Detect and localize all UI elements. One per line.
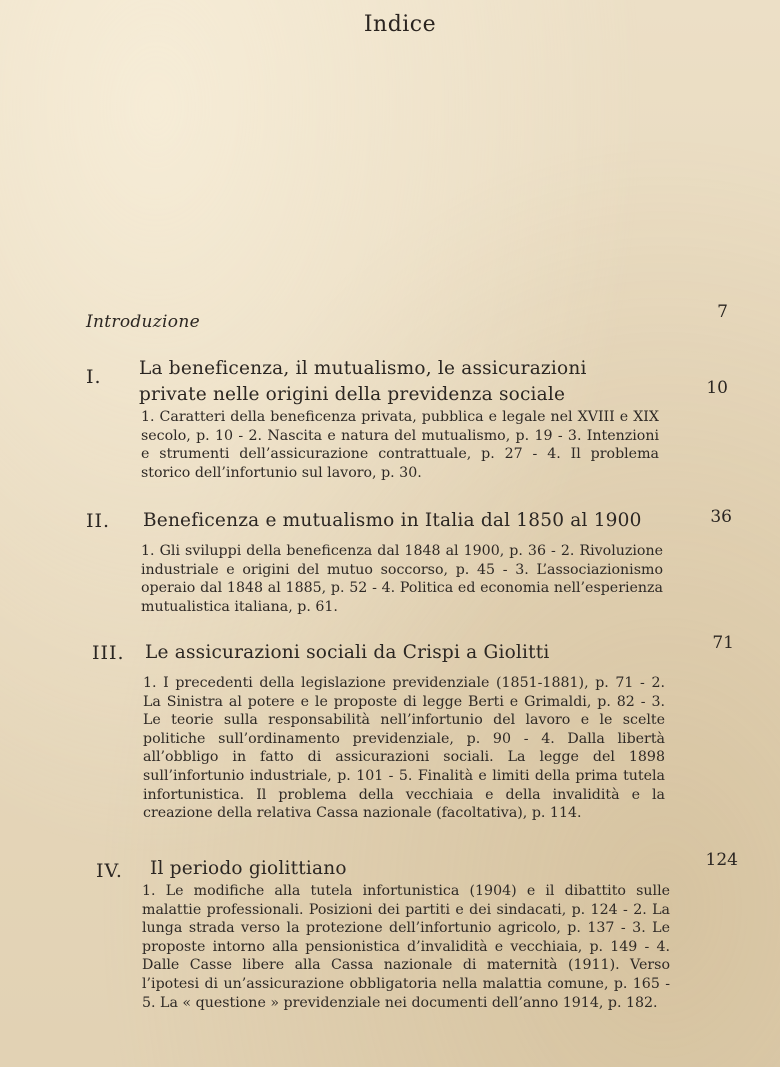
- chapter-numeral: II.: [86, 510, 111, 532]
- chapter-summary: 1. I precedenti della legislazione previdenziale (1851-1881), p. 71 - 2. La Sinistra al potere e le proposte di legge Berti e Grimaldi, p. 82 - 3. Le teorie sulla responsabilità nell’infortunio del lavoro e le scelte politiche sull’ordinamento previdenziale, p. 90 - 4. Dalla libertà all’obbligo in fatto di assicurazioni sociali. La legge del 1898 sull’infortunio industriale, p. 101 - 5. Finalità e limiti della prima tutela infortunistica. Il problema della vecchiaia e della invalidità e la creazione della relativa Cassa nazionale (facoltativa), p. 114.: [143, 675, 665, 822]
- page-number-chapter-4: 124: [705, 850, 738, 870]
- toc-entry-introduction: Introduzione: [86, 312, 200, 332]
- chapter-title: La beneficenza, il mutualismo, le assicurazioni private nelle origini della previdenza sociale: [139, 358, 587, 405]
- chapter-title: Le assicurazioni sociali da Crispi a Giolitti: [145, 642, 550, 663]
- chapter-numeral: I.: [86, 366, 102, 388]
- page-number-chapter-3: 71: [712, 633, 734, 653]
- chapter-summary: 1. Le modifiche alla tutela infortunistica (1904) e il dibattito sulle malattie professionali. Posizioni dei partiti e dei sindacati, p. 124 - 2. La lunga strada verso la protezione dell’infortunio agricolo, p. 137 - 3. Le proposte intorno alla pensionistica d’invalidità e vecchiaia, p. 149 - 4. Dalle Casse libere alla Cassa nazionale di maternità (1911). Verso l’ipotesi di un’assicurazione obbligatoria nella malattia comune, p. 165 - 5. La « questione » previdenziale nei documenti dell’anno 1914, p. 182.: [142, 883, 670, 1011]
- page-title: Indice: [363, 12, 437, 37]
- chapter-title: Il periodo giolittiano: [150, 858, 347, 879]
- chapter-summary: 1. Gli sviluppi della beneficenza dal 1848 al 1900, p. 36 - 2. Rivoluzione industriale e origini del mutuo soccorso, p. 45 - 3. L’associazionismo operaio dal 1848 al 1885, p. 52 - 4. Politica ed economia nell’esperienza mutualistica italiana, p. 61.: [141, 543, 663, 615]
- chapter-title: Beneficenza e mutualismo in Italia dal 1850 al 1900: [143, 510, 642, 531]
- chapter-summary: 1. Caratteri della beneficenza privata, pubblica e legale nel XVIII e XIX secolo, p. 10 - 2. Nascita e natura del mutualismo, p. 19 - 3. Intenzioni e strumenti dell’assicurazione contrattuale, p. 27 - 4. Il problema storico dell’infortunio sul lavoro, p. 30.: [141, 409, 659, 481]
- chapter-numeral: III.: [92, 642, 125, 664]
- page-number-chapter-1: 10: [706, 378, 728, 398]
- page-number-introduction: 7: [717, 302, 728, 322]
- chapter-numeral: IV.: [96, 860, 123, 882]
- page-number-chapter-2: 36: [710, 507, 732, 527]
